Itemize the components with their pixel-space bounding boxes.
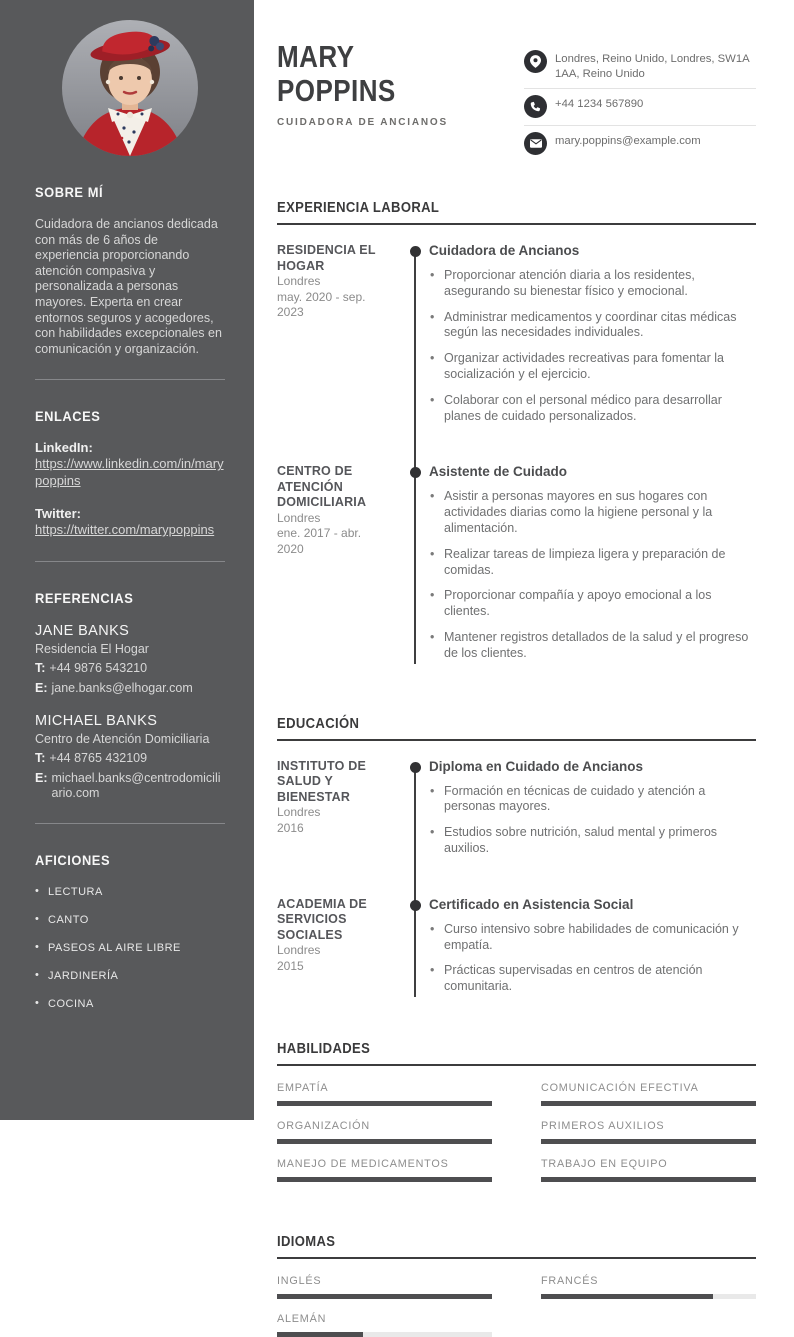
language-bar-track — [541, 1294, 756, 1299]
contact-block — [524, 44, 756, 162]
profile-photo — [62, 20, 198, 156]
language-item — [277, 1313, 492, 1337]
reference-phone: T: +44 8765 432109 — [35, 751, 148, 766]
profile-photo-illustration — [62, 20, 198, 156]
entry-meta — [277, 464, 415, 671]
hobbies-heading: AFICIONES — [35, 852, 111, 869]
hobby-item: • JARDINERÍA — [35, 970, 225, 982]
hobby-list — [35, 886, 225, 1010]
bullet-item: • Proporcionar compañía y apoyo emocional a los clientes. — [429, 588, 756, 620]
languages-heading: IDIOMAS — [277, 1234, 756, 1259]
hobby-item: • COCINA — [35, 998, 225, 1010]
references-heading: REFERENCIAS — [35, 590, 134, 607]
language-bar-fill — [277, 1294, 492, 1299]
bullet-item: • Organizar actividades recreativas para fomentar la socialización y el ejercicio. — [429, 351, 756, 383]
header — [277, 40, 756, 162]
reference-name: MICHAEL BANKS — [35, 713, 158, 730]
skill-bar-fill — [277, 1139, 492, 1144]
reference-item — [35, 623, 225, 696]
language-label: ALEMÁN — [277, 1312, 327, 1325]
entry-bullets — [429, 922, 756, 995]
name-block — [277, 40, 448, 162]
education-entries — [277, 759, 756, 1005]
language-bar-track — [277, 1332, 492, 1337]
skill-bar-track — [541, 1101, 756, 1106]
bullet-item: • Prácticas supervisadas en centros de atención comunitaria. — [429, 963, 756, 995]
language-label: FRANCÉS — [541, 1274, 599, 1287]
linkedin-link[interactable]: https://www.linkedin.com/in/marypoppins — [35, 456, 224, 489]
about-heading: SOBRE MÍ — [35, 184, 104, 200]
skill-item — [541, 1158, 756, 1182]
sidebar-divider — [35, 823, 225, 824]
contact-row-phone — [524, 89, 756, 126]
phone-icon — [524, 95, 547, 118]
skills-heading: HABILIDADES — [277, 1041, 756, 1066]
person-role: CUIDADORA DE ANCIANOS — [277, 117, 448, 128]
hobby-item: • PASEOS AL AIRE LIBRE — [35, 942, 225, 954]
skill-bar-track — [277, 1139, 492, 1144]
reference-item — [35, 713, 225, 801]
entry-location: Londres — [277, 943, 321, 958]
bullet-item: • Administrar medicamentos y coordinar citas médicas según las necesidades individuales. — [429, 310, 756, 342]
bullet-item: • Formación en técnicas de cuidado y atención a personas mayores. — [429, 784, 756, 816]
skill-label: ORGANIZACIÓN — [277, 1119, 370, 1132]
education-section — [277, 716, 756, 1005]
about-text: Cuidadora de ancianos dedicada con más de 6 años de experiencia proporcionando atención compasiva y personalizada a personas mayores. Experta en crear entornos seguros y acogedores, con habilidades excepcionales en comunicación y organización. — [35, 217, 222, 356]
experience-section — [277, 200, 756, 672]
links-heading: ENLACES — [35, 408, 101, 425]
skills-section — [277, 1041, 756, 1182]
bullet-item: • Estudios sobre nutrición, salud mental y primeros auxilios. — [429, 825, 756, 857]
entry-role: Asistente de Cuidado — [429, 464, 568, 480]
experience-heading: EXPERIENCIA LABORAL — [277, 200, 756, 225]
entry-organization: INSTITUTO DE SALUD Y BIENESTAR — [277, 758, 366, 804]
bullet-item: • Realizar tareas de limpieza ligera y preparación de comidas. — [429, 547, 756, 579]
entry-detail — [415, 759, 756, 867]
contact-row-location — [524, 44, 756, 89]
skill-bar-fill — [541, 1177, 756, 1182]
entry-location: Londres — [277, 805, 321, 820]
bullet-item: • Colaborar con el personal médico para desarrollar planes de cuidado personalizados. — [429, 393, 756, 425]
bullet-item: • Asistir a personas mayores en sus hogares con actividades diarias como la higiene personal y la alimentación. — [429, 489, 756, 536]
skill-bar-track — [541, 1139, 756, 1144]
languages-grid — [277, 1275, 756, 1337]
hobby-item: • LECTURA — [35, 886, 225, 898]
contact-phone-text: +44 1234 567890 — [555, 98, 644, 110]
bullet-item: • Mantener registros detallados de la salud y el progreso de los clientes. — [429, 630, 756, 662]
entry-role: Certificado en Asistencia Social — [429, 896, 634, 912]
skill-label: MANEJO DE MEDICAMENTOS — [277, 1157, 449, 1170]
entry-location: Londres — [277, 274, 321, 288]
reference-phone: T: +44 9876 543210 — [35, 661, 148, 676]
entry-bullets — [429, 784, 756, 857]
skill-bar-track — [541, 1177, 756, 1182]
entry-bullets — [429, 268, 756, 424]
contact-row-email — [524, 126, 756, 162]
languages-section — [277, 1234, 756, 1337]
entry-bullets — [429, 489, 756, 661]
skill-item — [541, 1082, 756, 1106]
entry-organization: RESIDENCIA EL HOGAR — [277, 243, 376, 273]
skill-label: EMPATÍA — [277, 1081, 329, 1094]
entry-organization: CENTRO DE ATENCIÓN DOMICILIARIA — [277, 464, 367, 510]
hobby-item: • CANTO — [35, 914, 225, 926]
bullet-item: • Proporcionar atención diaria a los residentes, asegurando su bienestar físico y emocional. — [429, 268, 756, 300]
language-bar-fill — [541, 1294, 713, 1299]
skill-bar-fill — [277, 1101, 492, 1106]
entry-detail — [415, 897, 756, 1005]
entry-role: Diploma en Cuidado de Ancianos — [429, 758, 644, 774]
entry-dates: 2015 — [277, 958, 304, 973]
entry-meta — [277, 759, 415, 867]
entry-detail — [415, 464, 756, 671]
link-label: Twitter: — [35, 506, 81, 522]
sidebar — [0, 0, 254, 1120]
skill-item — [277, 1120, 492, 1144]
language-item — [277, 1275, 492, 1299]
education-entry — [277, 897, 756, 1005]
skill-label: TRABAJO EN EQUIPO — [541, 1157, 668, 1170]
skill-label: PRIMEROS AUXILIOS — [541, 1119, 665, 1132]
link-item-linkedin — [35, 440, 225, 490]
skill-bar-fill — [277, 1177, 492, 1182]
skill-bar-track — [277, 1101, 492, 1106]
location-icon — [524, 50, 547, 73]
skill-item — [277, 1082, 492, 1106]
link-item-twitter — [35, 506, 225, 539]
education-entry — [277, 759, 756, 867]
reference-name: JANE BANKS — [35, 623, 130, 640]
entry-meta — [277, 897, 415, 1005]
language-bar-track — [277, 1294, 492, 1299]
skill-bar-track — [277, 1177, 492, 1182]
skill-bar-fill — [541, 1139, 756, 1144]
main-content — [254, 0, 794, 1325]
link-label: LinkedIn: — [35, 440, 93, 456]
experience-entry — [277, 243, 756, 434]
entry-location: Londres — [277, 510, 321, 525]
person-name: MARY POPPINS — [277, 39, 396, 108]
language-item — [541, 1275, 756, 1299]
entry-dates: 2016 — [277, 820, 304, 835]
contact-location-text: Londres, Reino Unido, Londres, SW1A 1AA, Reino Unido — [555, 53, 750, 80]
skills-grid — [277, 1082, 756, 1182]
email-icon — [524, 132, 547, 155]
entry-dates: may. 2020 - sep. 2023 — [277, 289, 366, 319]
skill-bar-fill — [541, 1101, 756, 1106]
bullet-item: • Curso intensivo sobre habilidades de comunicación y empatía. — [429, 922, 756, 954]
entry-detail — [415, 243, 756, 434]
entry-meta — [277, 243, 415, 434]
sidebar-divider — [35, 561, 225, 562]
experience-entry — [277, 464, 756, 671]
skill-item — [277, 1158, 492, 1182]
entry-organization: ACADEMIA DE SERVICIOS SOCIALES — [277, 896, 367, 942]
contact-email-text: mary.poppins@example.com — [555, 135, 701, 147]
skill-item — [541, 1120, 756, 1144]
skill-label: COMUNICACIÓN EFECTIVA — [541, 1081, 699, 1094]
entry-dates: ene. 2017 - abr. 2020 — [277, 526, 362, 556]
reference-email: E: michael.banks@centrodomiciliario.com — [35, 771, 221, 801]
entry-role: Cuidadora de Ancianos — [429, 243, 580, 258]
experience-entries — [277, 243, 756, 672]
twitter-link[interactable]: https://twitter.com/marypoppins — [35, 522, 215, 538]
education-heading: EDUCACIÓN — [277, 716, 756, 741]
reference-email: E: jane.banks@elhogar.com — [35, 681, 193, 696]
reference-organization: Centro de Atención Domiciliaria — [35, 732, 210, 747]
language-bar-fill — [277, 1332, 363, 1337]
reference-organization: Residencia El Hogar — [35, 642, 149, 657]
language-label: INGLÉS — [277, 1274, 322, 1287]
sidebar-divider — [35, 379, 225, 380]
